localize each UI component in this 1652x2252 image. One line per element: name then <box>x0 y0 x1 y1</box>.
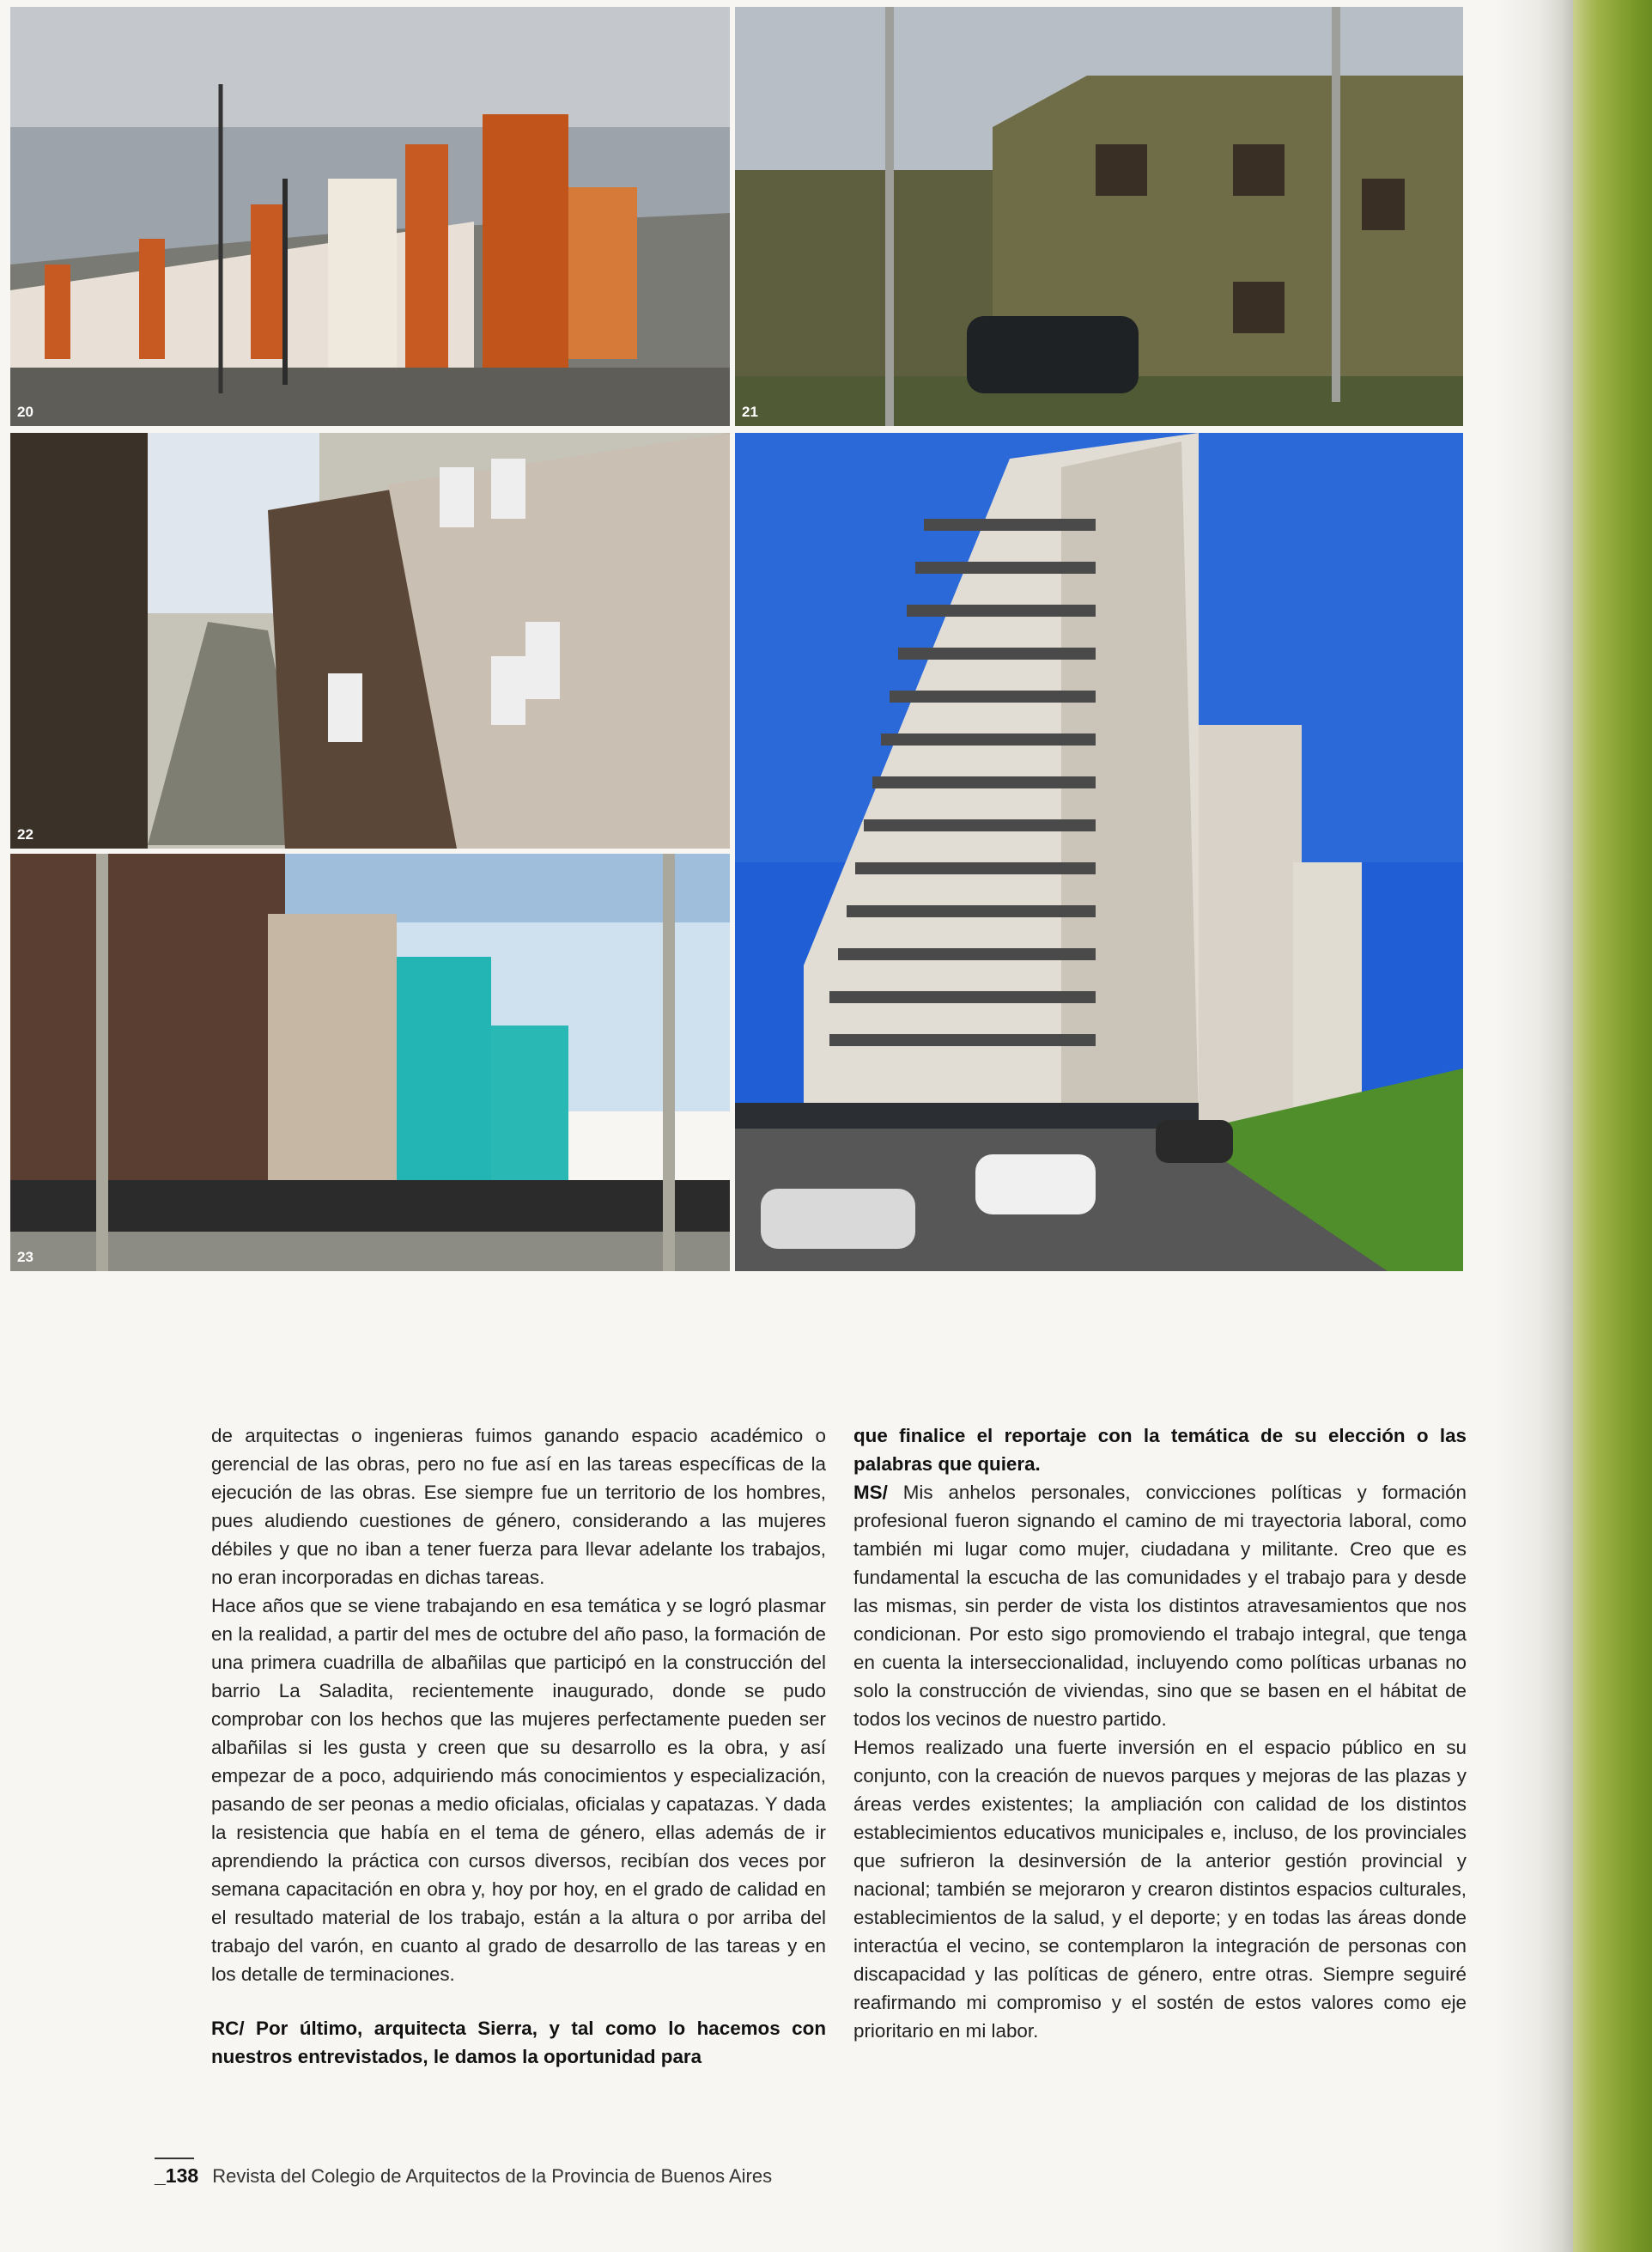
interview-question: RC/ Por último, arquitecta Sierra, y tal como lo hacemos con nuestros entrevistados, le damos la oportunidad para <box>211 2018 826 2067</box>
publication-name: Revista del Colegio de Arquitectos de la Provincia de Buenos Aires <box>212 2165 773 2187</box>
next-page-edge <box>1573 0 1652 2252</box>
photo-number: 21 <box>742 404 758 420</box>
photo-21 <box>735 7 1463 426</box>
photo-number: 20 <box>17 404 33 420</box>
page-spine-shadow <box>1496 0 1573 2252</box>
paragraph: Hemos realizado una fuerte inversión en el espacio público en su conjunto, con la creación de nuevos parques y mejoras de las plazas y áreas verdes existentes; la ampliación con calidad de los distintos establecimientos educativos municipales e, incluso, de los provinciales que sufrieron la desinversión de la anterior gestión provincial y nacional; también se mejoraron y crearon distintos espacios culturales, establecimientos de la salud, y el deporte; y en todas las áreas donde interactúa el vecino, se contemplaron la integración de personas con discapacidad y las políticas de género, entre otras. Siempre seguiré reafirmando mi compromiso y el sostén de estos valores como eje prioritario en mi labor. <box>853 1737 1467 2042</box>
paragraph: Hace años que se viene trabajando en esa temática y se logró plasmar en la realidad, a partir del mes de octubre del año paso, la formación de una primera cuadrilla de albañilas que participó en la construcción del barrio La Saladita, recientemente inaugurado, donde se pudo comprobar con los hechos que las mujeres perfectamente pueden ser albañilas si les gusta y creen que su desarrollo es la obra, y así empezar de a poco, adquiriendo más conocimientos y especialización, pasando de ser peonas a medio oficialas, oficialas y capatazas. Y dada la resistencia que había en el tema de género, ellas además de ir aprendiendo la práctica con cursos diversos, recibían dos veces por semana capacitación en obra y, hoy por hoy, en el grado de calidad en el resultado material de los trabajo, están a la altura o por arriba del trabajo del varón, en cuanto al grado de desarrollo de las tareas y en los detalle de terminaciones. <box>211 1595 826 1985</box>
article-column-right <box>853 1421 1467 2045</box>
answer-text: Mis anhelos personales, convicciones políticas y formación profesional fueron signando el camino de mi trayectoria laboral, como también mi lugar como mujer, ciudadana y militante. Creo que es fundamental la escucha de las comunidades y el trabajo para y desde las mismas, sin perder de vista los distintos atravesamientos que nos condicionan. Por esto sigo promoviendo el trabajo integral, que tenga en cuenta la interseccionalidad, incluyendo como políticas urbanas no solo la construcción de viviendas, sino que se basen en el hábitat de todos los vecinos de nuestro partido. <box>853 1482 1467 1730</box>
page-number: _138 <box>155 2164 199 2187</box>
photo-number: 23 <box>17 1249 33 1265</box>
page-footer <box>155 2164 772 2188</box>
interview-question-continued: que finalice el reportaje con la temática de su elección o las palabras que quiera. <box>853 1425 1467 1475</box>
photo-number: 22 <box>17 826 33 843</box>
paragraph <box>853 1478 1467 1733</box>
speaker-label: MS/ <box>853 1482 888 1503</box>
article-column-left <box>211 1421 826 2071</box>
photo-23 <box>10 854 730 1271</box>
paragraph: de arquitectas o ingenieras fuimos ganando espacio académico o gerencial de las obras, pero no fue así en las tareas específicas de la ejecución de las obras. Ese siempre fue un territorio de los hombres, pues aludiendo cuestiones de género, considerando a las mujeres débiles y que no iban a tener fuerza para llevar adelante los trabajos, no eran incorporadas en dichas tareas. <box>211 1425 826 1588</box>
photo-tower <box>735 433 1463 1271</box>
photo-20 <box>10 7 730 426</box>
photo-22 <box>10 433 730 849</box>
footer-rule <box>155 2158 194 2159</box>
